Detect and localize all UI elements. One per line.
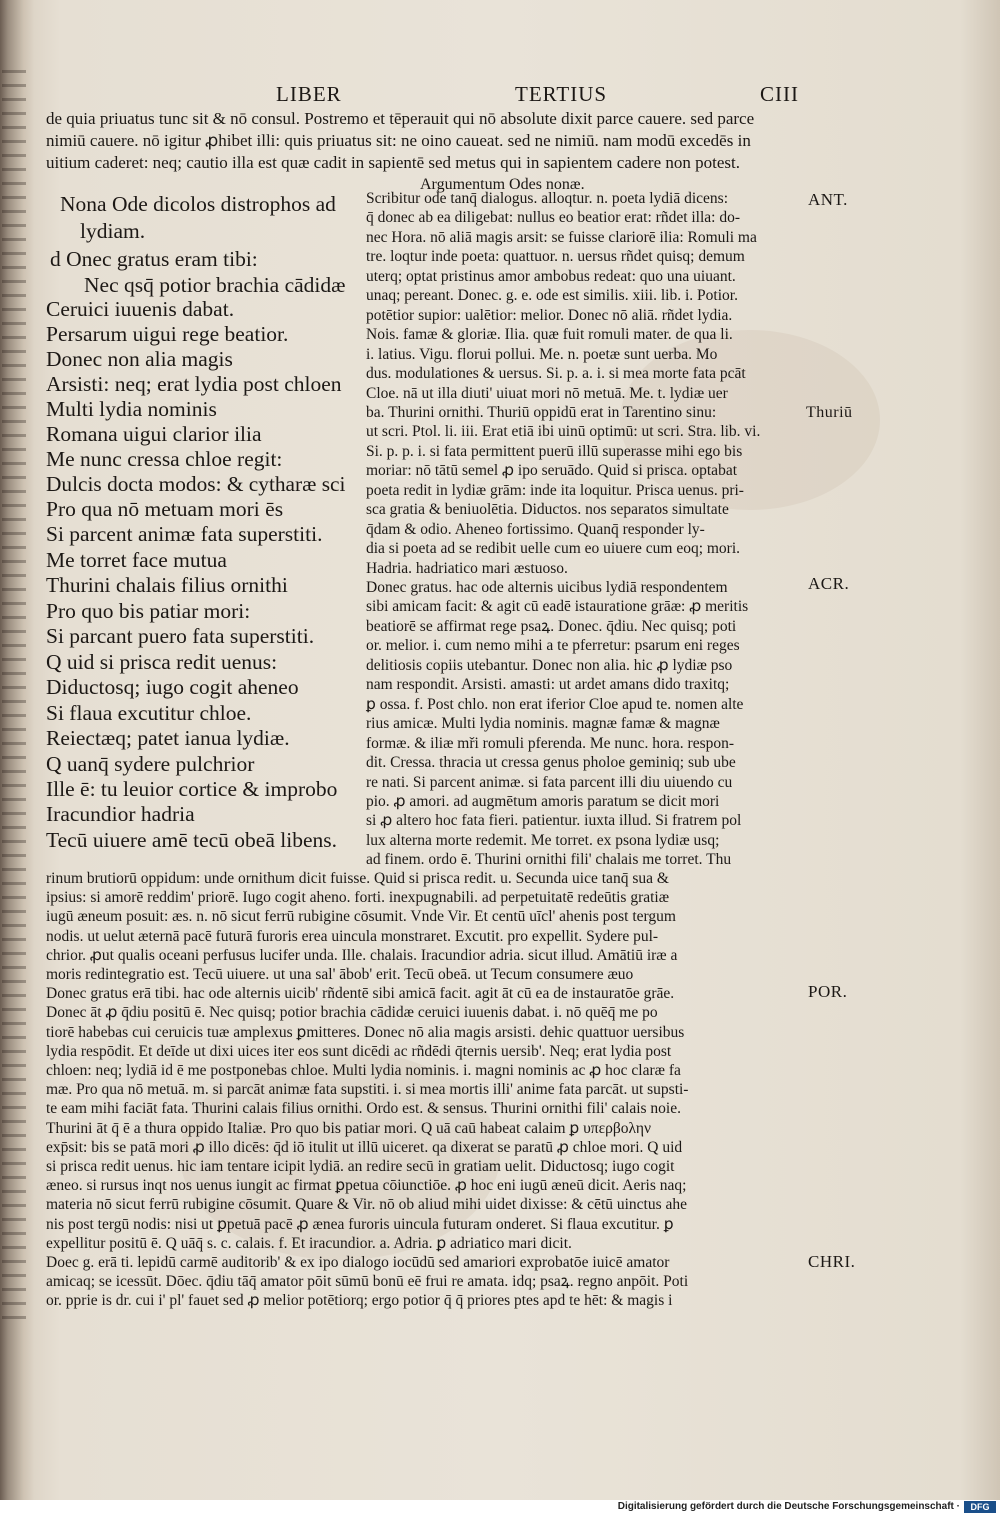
commentary-full-line: exp̄sit: bis se patā mori ꝓ illo dicēs: q̄d iō itulit ut illū uiceret. qa dixerat se paratū ꝓ chloe mori. Q uid (46, 1138, 683, 1156)
poem-line: Romana uigui clarior ilia (46, 422, 262, 446)
header-center: TERTIUS (515, 82, 608, 106)
commentary-full-line: lydia respōdit. Et deīde ut dixi uices iter eos sunt dicēdi ac rñdēdi q̄ternis uersib'. Neq; erat lydia post (46, 1042, 672, 1060)
commentary-right-line: q̄dam & odio. Aheneo fortissimo. Quanq̄ responder ly- (366, 520, 705, 538)
commentary-right-line: sibi amicam facit: & agit cū eadē istauratione grāæ: ꝓ meritis (366, 598, 749, 616)
commentary-right-line: unaq; pereant. Donec. g. e. ode est similis. xiii. lib. i. Potior. (366, 287, 738, 305)
margin-note-acr: ACR. (808, 574, 850, 593)
poem-line: Ille ē: tu leuior cortice & improbo (46, 777, 338, 801)
poem-line: Ceruici iuuenis dabat. (46, 297, 235, 321)
poem-line: d Onec gratus eram tibi: (50, 247, 258, 271)
commentary-right-line: uterq; optat pristinus amor ambobus redeat: quo una uiuant. (366, 267, 736, 285)
commentary-right-line: or. melior. i. cum nemo mihi a te pferretur: psarum eni reges (366, 637, 740, 655)
commentary-right-line: Cloe. nā ut illa diuti' uiuat mori nō metuā. Me. t. lydiæ uer (366, 384, 728, 402)
margin-note-por: POR. (808, 982, 848, 1001)
commentary-right-line: formæ. & iliæ mři romuli pferenda. Me nunc. hora. respon- (366, 734, 735, 752)
commentary-right-line: dit. Cressa. thracia ut cressa genus pholoe geminiq; sub ube (366, 754, 736, 772)
commentary-right-line: ad finem. ordo ē. Thurini ornithi fili' chalais me torret. Thu (366, 851, 732, 869)
commentary-right-line: poeta redit in lydiæ grām: inde ita loquitur. Prisca uenus. pri- (366, 481, 744, 499)
margin-note-ant: ANT. (808, 190, 848, 209)
poem-line: Q uid si prisca redit uenus: (46, 650, 278, 674)
commentary-right-line: ba. Thurini ornithi. Thuriū oppidū erat in Tarentino sinu: (366, 403, 717, 421)
poem-line: Tecū uiuere amē tecū obeā libens. (46, 828, 337, 852)
commentary-full-line: mæ. Pro qua nō metuā. m. si parcāt animæ fata supstiti. i. si mea mortis illi' anime fata parcāt. ut supsti- (46, 1081, 689, 1099)
commentary-right-line: beatiorē se affirmat rege psaꝝ. Donec. q̄diu. Nec quisq; poti (366, 617, 737, 635)
header-folio: CIII (760, 82, 799, 106)
commentary-right-line: ut scri. Ptol. li. iii. Erat etiā ibi uinū optimū: ut scri. Stra. lib. vi. (366, 423, 761, 441)
poem-line: Multi lydia nominis (46, 397, 217, 421)
intro-lines-line: uitium caderet: neq; cautio illa est quæ cadit in sapientē sed metus qui in sapientem cadere non potest. (46, 153, 740, 172)
poem-line: Pro qua nō metuam mori ēs (46, 497, 284, 521)
poem-line: Me torret face mutua (46, 548, 227, 572)
commentary-full-line: æneo. si rursus inqt nos uenus iungit ac firmat ꝑpetua cōiunctiōe. ꝓ hoc eni iugū æneū dicit. Aeris naq; (46, 1177, 687, 1195)
footer-credit: Digitalisierung gefördert durch die Deutsche Forschungsgemeinschaft · (617, 1501, 960, 1512)
commentary-right-line: sca gratia & beniuolētia. Diductos. nos separatos simultate (366, 501, 729, 519)
argumentum-heading: Argumentum Odes nonæ. (420, 176, 585, 193)
commentary-full-line: chrior. ꝓut qualis oceani perfusus lucifer unda. Ille. chalais. Iracundior adria. sicut illud. Amātiū iræ a (46, 946, 678, 964)
commentary-full-line: nodis. ut uelut æternā pacē futurā furoris erea uincula monstraret. Excutit. pro expellit. Sydere pul- (46, 927, 659, 945)
commentary-right-line: Si. p. p. i. si fata permittent puerū illū superasse mihi ego bis (366, 442, 743, 460)
commentary-full-line: Donec āt ꝓ q̄diu positū ē. Nec quisq; potior brachia cādidæ ceruici iuuenis dabat. i. nō quēq̄ me po (46, 1004, 658, 1022)
commentary-right-line: i. latius. Vigu. florui pollui. Me. n. poetæ sunt uerba. Mo (366, 345, 718, 363)
commentary-right-line: Donec gratus. hac ode alternis uicibus lydiā respondentem (366, 579, 728, 596)
intro-lines-line: de quia priuatus tunc sit & nō consul. Postremo et tēperauit qui nō absolute dixit parce cauere. sed parce (46, 109, 755, 128)
commentary-full-line: te eam mihi faciāt fata. Thurini calais filius ornithi. Ordo est. & sensus. Thurini ornithi fili' calais noie. (46, 1100, 681, 1118)
commentary-right-line: moriar: nō tātū semel ꝓ ipo seruādo. Quid si prisca. optabat (366, 462, 738, 480)
digitization-footer (0, 1500, 1000, 1514)
commentary-right-line: Hadria. hadriatico mari æstuoso. (366, 559, 568, 577)
poem-line: Si parcant puero fata superstiti. (46, 624, 315, 648)
poem-line: Diductosq; iugo cogit aheneo (46, 675, 299, 699)
commentary-full-line: Donec gratus erā tibi. hac ode alternis uicib' rñdentē sibi amicā facit. agit āt cū ea de instauratōe grāe. (46, 985, 675, 1003)
poem-line: Persarum uigui rege beatior. (46, 322, 289, 346)
poem-line: Si flaua excutitur chloe. (46, 701, 252, 725)
commentary-right-line: rius amicæ. Multi lydia nominis. magnæ famæ & magnæ (366, 715, 720, 733)
commentary-right-line: potētior supior: ualētior: melior. Donec nō aliā. rñdet lydia. (366, 306, 733, 324)
commentary-right-line: lux alterna morte redemit. Me torret. ex psona lydiæ usq; (366, 831, 720, 849)
commentary-full-line: Thurini āt q̄ ē a thura oppido Italiæ. Pro quo bis patiar mori. Q uā caū habeat calaim ꝑ υπερβολην (46, 1119, 651, 1137)
poem-line: Donec non alia magis (46, 347, 233, 371)
margin-note-chri: CHRI. (808, 1252, 856, 1271)
dfg-logo: DFG (964, 1501, 996, 1513)
commentary-right-line: nam respondit. Arsisti. amasti: ut ardet amans dido traxitq; (366, 676, 730, 694)
poem-line: Reiectæq; patet ianua lydiæ. (46, 726, 290, 750)
commentary-right-line: Scribitur ode tanq̄ dialogus. alloqtur. n. poeta lydiā dicens: (366, 190, 729, 207)
facing-page-edge (2, 70, 26, 1330)
poem-line: Arsisti: neq; erat lydia post chloen (46, 372, 342, 396)
commentary-right-line: dus. modulationes & uersus. Si. p. a. i. si mea morte fata pcāt (366, 365, 746, 383)
commentary-full-line: expellitur positū ē. Q uāq̄ s. c. calais. f. Et iracundior. a. Adria. ꝑ adriatico mari dicit. (46, 1234, 572, 1252)
poem-line: Si parcent animæ fata superstiti. (46, 522, 323, 546)
poem-line: Nec qsq̄ potior brachia cādidæ (84, 273, 346, 297)
commentary-right-line: si ꝓ altero hoc fata fieri. patientur. iuxta illud. Si fratrem pol (366, 812, 742, 830)
commentary-full-line: materia nō sicut ferrū rubigine cōsumit. Quare & Vir. nō ob aliud mihi uidet dixisse: & cētū uinctus ahe (46, 1196, 688, 1214)
commentary-right-line: nec Hora. nō aliā magis arsit: se fuisse clariorē ilia: Romuli ma (366, 228, 757, 246)
commentary-full-line: chloen: neq; lydiā id ē me postponebas chloe. Multi lydia nominis. i. magni nominis ac ꝓ hoc claræ fa (46, 1062, 681, 1079)
commentary-full-line: nis post tergū nodis: nisi ut ꝑpetuā pacē ꝓ ænea furoris uincula futuram onderet. Si flaua excutitur. ꝑ (46, 1215, 674, 1233)
poem-line: Q uanq̄ sydere pulchrior (46, 752, 255, 776)
commentary-full-line: moris redintegratio est. Tecū uiuere. ut una sal' ābob' erit. Tecū obeā. ut Tecum consumere æuo (46, 966, 634, 983)
commentary-right-line: tre. loqtur inde poeta: quattuor. n. uersus rñdet quisq; demum (366, 248, 745, 266)
commentary-full-line: ipsius: si amorē reddim' priorē. Iugo cogit aheno. forti. inexpugnabili. ad perpetuitatē redeūtis gratiæ (46, 889, 670, 907)
commentary-right-line: Nois. famæ & gloriæ. Ilia. quæ fuit romuli mater. de qua li. (366, 326, 733, 344)
commentary-right-line: pio. ꝓ amori. ad augmētum amoris paratum se dicit mori (366, 792, 720, 810)
commentary-right-line: re nati. Si parcent animæ. si fata parcent illi diu uiuendo cu (366, 773, 733, 791)
commentary-right-line: dia si poeta ad se redibit uelle cum eo uiuere cum eoq; mori. (366, 540, 741, 558)
commentary-right-line: ꝑ ossa. f. Post chlo. non erat iferior Cloe apud te. nomen alte (366, 695, 744, 713)
commentary-full-line: iugū æneum posuit: æs. n. nō sicut ferrū rubigine cōsumit. Vnde Vir. Et centū uīcl' ahenis post tergum (46, 908, 676, 926)
commentary-full-line: tiorē habebas cui ceruicis tuæ amplexus ꝑmitteres. Donec nō alia magis arsisti. dehic quattuor uersibus (46, 1023, 685, 1041)
commentary-full-line: rinum brutiorū oppidum: unde ornithum dicit fuisse. Quid si prisca redit. u. Secunda uice tanq̄ sua & (46, 870, 669, 887)
poem-line: Thurini chalais filius ornithi (46, 573, 288, 597)
intro-lines-line: nimiū cauere. nō igitur ꝓhibet illi: quis priuatus sit: ne oino caueat. sed ne nimiū. nam modū excedēs in (46, 131, 751, 150)
commentary-full-line: si prisca redit uenus. hic iam tentare icipit lydiā. an redire secū in gratiam uelit. Diductosq; iugo cogit (46, 1158, 675, 1175)
commentary-full-line: amicaq; se icessūt. Dōec. q̄diu tāq̄ amator pōit sūmū bonū eē frui re amata. idq; psaꝝ. regno anpōit. Poti (46, 1273, 689, 1291)
commentary-right-line: q̄ donec ab ea diligebat: nullus eo beatior erat: rñdet illa: do- (366, 209, 741, 227)
header-left: LIBER (276, 82, 342, 106)
poem-line: Nona Ode dicolos distrophos ad (60, 192, 336, 216)
poem-line: lydiam. (80, 219, 146, 243)
poem-line: Me nunc cressa chloe regit: (46, 447, 283, 471)
commentary-right-line: delitiosis copiis utebantur. Donec non alia. hic ꝓ lydiæ pso (366, 656, 733, 674)
poem-line: Dulcis docta modos: & cytharæ sci (46, 472, 346, 496)
commentary-full-line: Doec g. erā ti. lepidū carmē auditorib' & ex ipo dialogo iocūdū sed amariori exprobatōe iuicē amator (46, 1254, 670, 1271)
poem-line: Iracundior hadria (46, 802, 195, 826)
commentary-full-line: or. pprie is dr. cui i' pl' fauet sed ꝓ melior potētiorq; ergo potior q̄ q̄ priores ptes apd te hēt: & magis i (46, 1292, 673, 1310)
margin-note-thuriu: Thuriū (806, 404, 853, 421)
poem-line: Pro quo bis patiar mori: (46, 599, 251, 623)
